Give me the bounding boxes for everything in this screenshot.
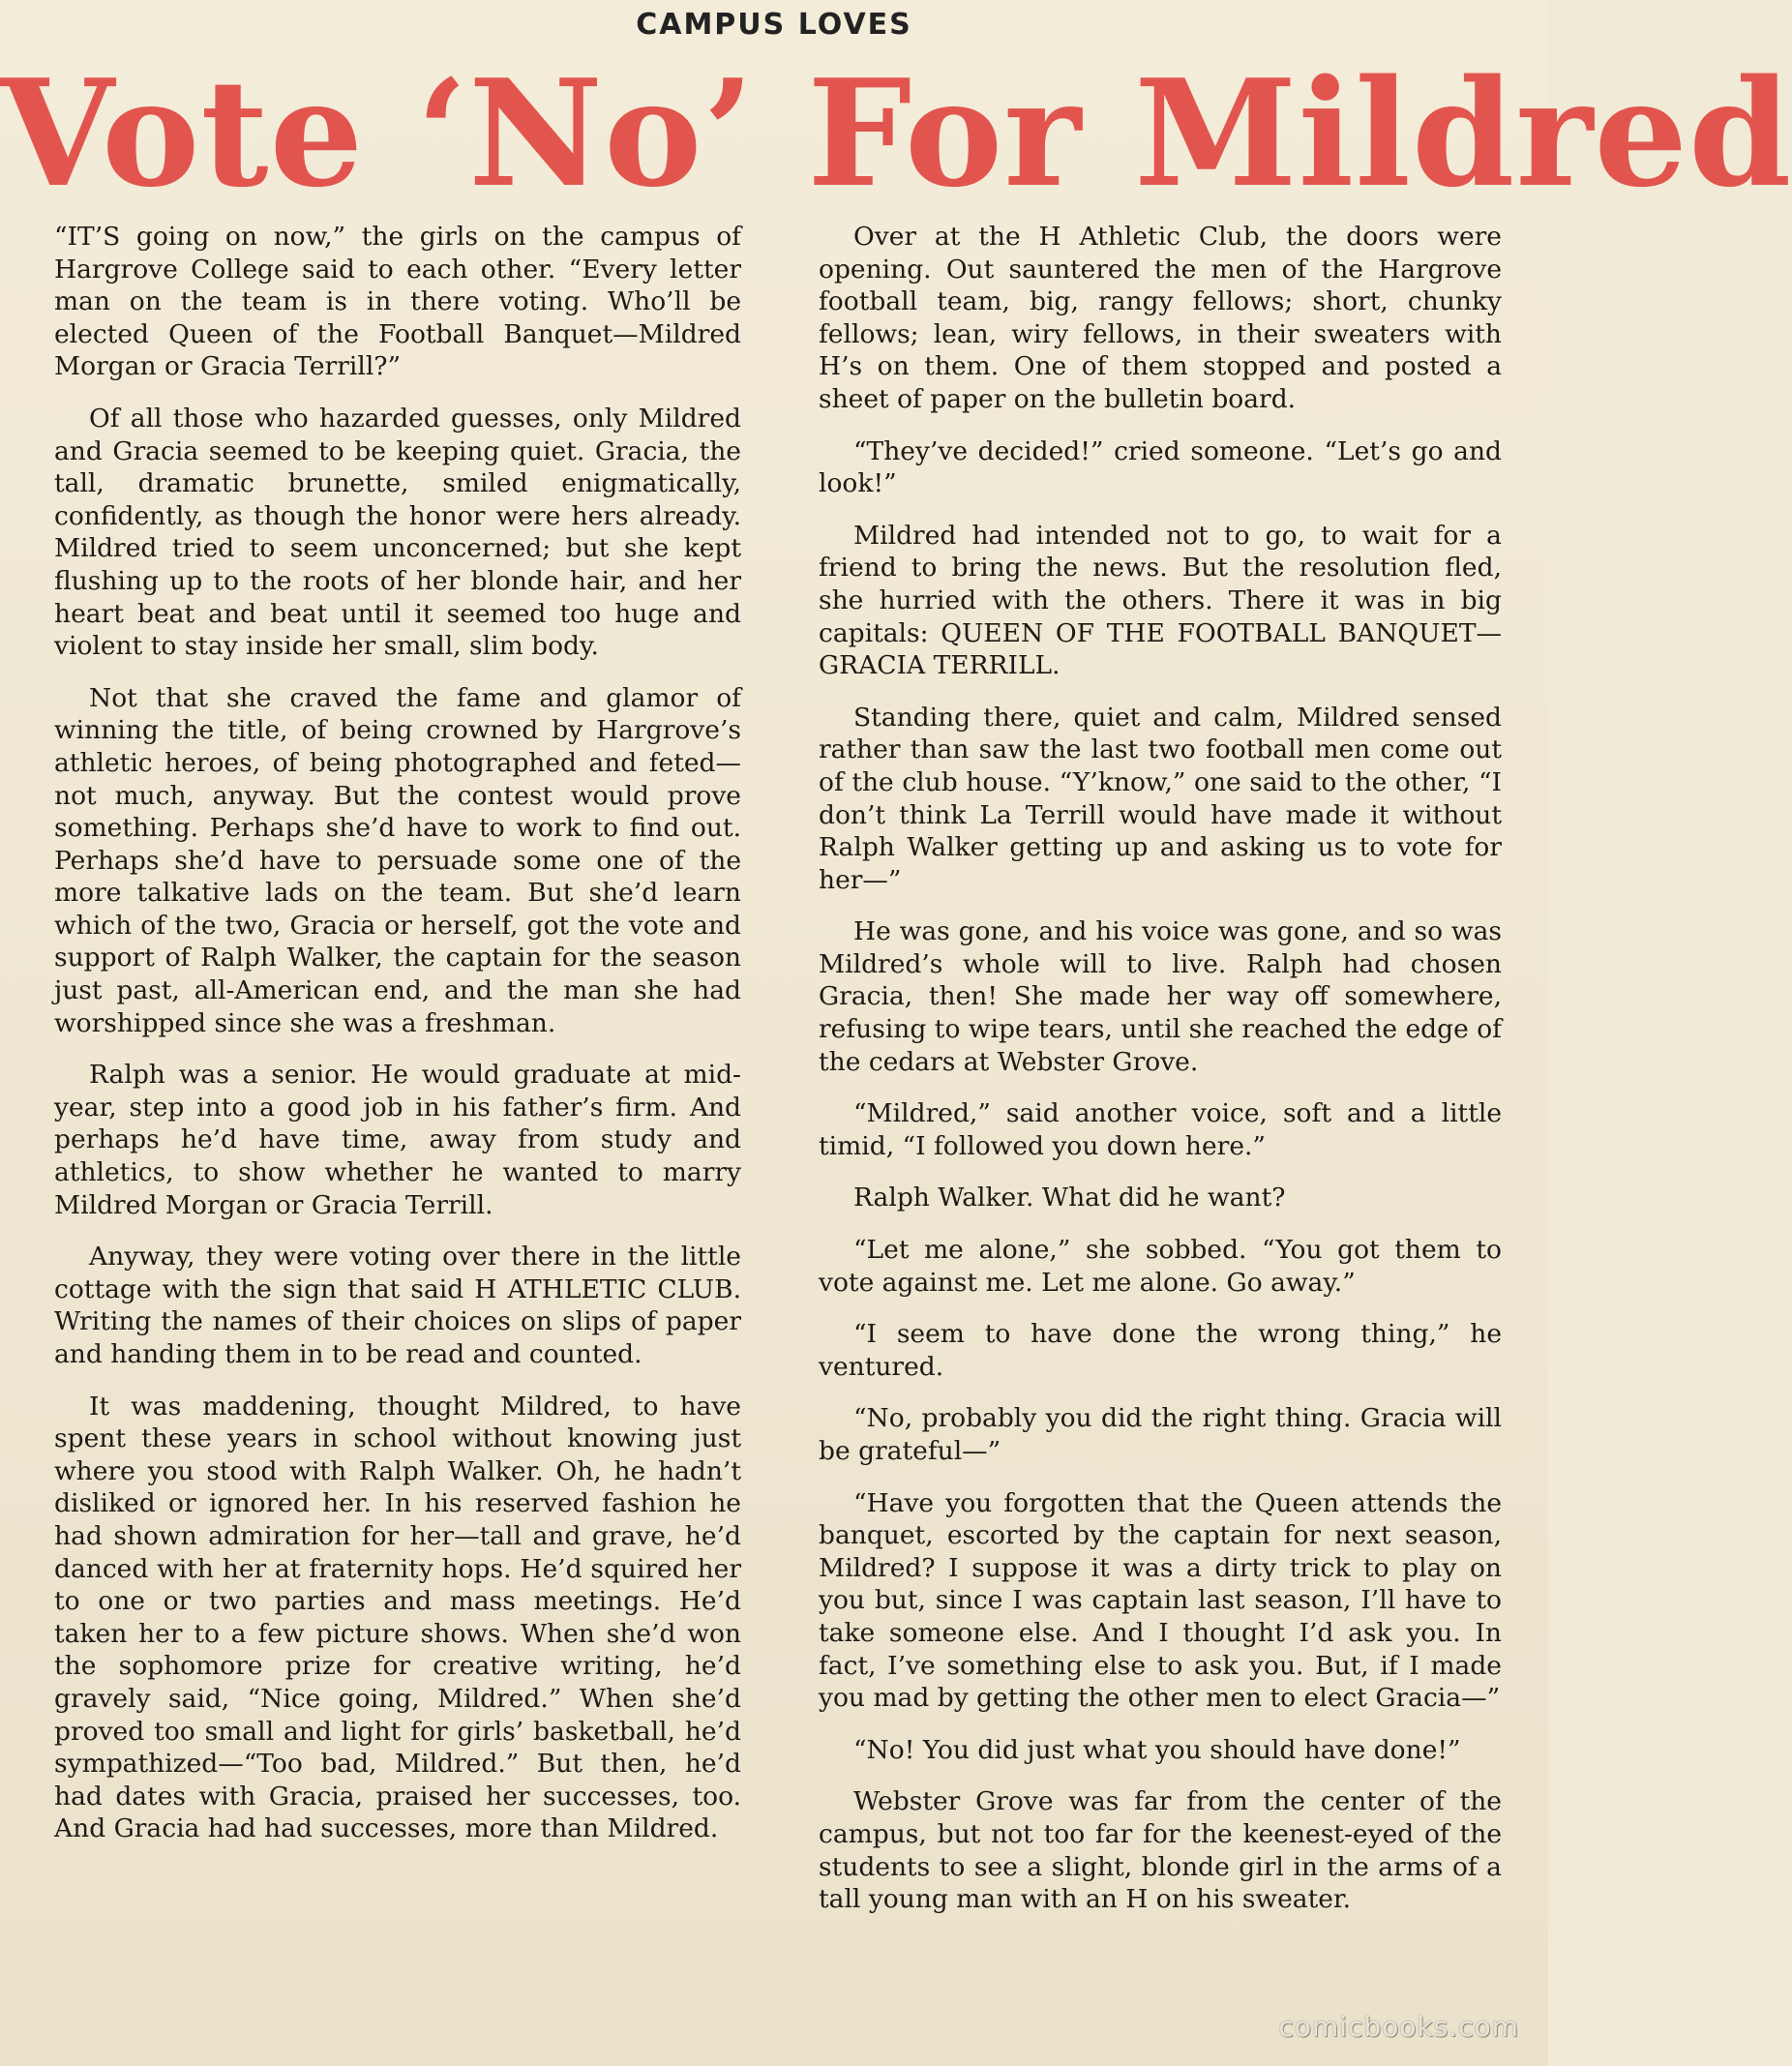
right-column (819, 221, 1502, 1935)
paragraph: “I seem to have done the wrong thing,” he ventured. (819, 1319, 1502, 1382)
paragraph: “IT’S going on now,” the girls on the campus of Hargrove College said to each other. “Every letter man on the team is in there voting. Who’ll be elected Queen of the Football Banquet—Mildred Morgan or Gracia Terrill?” (54, 222, 741, 382)
running-header: CAMPUS LOVES (636, 8, 912, 42)
paragraph: Anyway, they were voting over there in the little cottage with the sign that said H ATHLETIC CLUB. Writing the names of their choices on slips of paper and handing them in to be read and counted. (54, 1242, 741, 1369)
paragraph: “No! You did just what you should have done!” (853, 1734, 1461, 1765)
paragraph: Ralph Walker. What did he want? (853, 1183, 1286, 1213)
paragraph: Of all those who hazarded guesses, only Mildred and Gracia seemed to be keeping quiet. Gracia, the tall, dramatic brunette, smiled enigmatically, confidently, as though the honor were hers already. Mildred tried to seem unconcerned; but she kept flushing up to the roots of her blonde hair, and her heart beat and beat until it seemed too huge and violent to stay inside her small, slim body. (54, 403, 741, 662)
paragraph: Webster Grove was far from the center of the campus, but not too far for the keenest-eyed of the students to see a slight, blonde girl in the arms of a tall young man with an H on his sweater. (819, 1786, 1502, 1915)
story-title: Vote ‘No’ For Mildred (0, 46, 1792, 220)
paragraph: It was maddening, thought Mildred, to have spent these years in school without knowing just where you stood with Ralph Walker. Oh, he hadn’t disliked or ignored her. In his reserved fashion he had shown admiration for her—tall and grave, he’d danced with her at fraternity hops. He’d squired her to one or two parties and mass meetings. He’d taken her to a few picture shows. When she’d won the sophomore prize for creative writing, he’d gravely said, “Nice going, Mildred.” When she’d proved too small and light for girls’ basketball, he’d sympathized—“Too bad, Mildred.” But then, he’d had dates with Gracia, praised her successes, too. And Gracia had had successes, more than Mildred. (54, 1391, 741, 1844)
paragraph: “No, probably you did the right thing. Gracia will be grateful—” (819, 1403, 1502, 1466)
paragraph: “Have you forgotten that the Queen attends the banquet, escorted by the captain for next season, Mildred? I suppose it was a dirty trick to play on you but, since I was captain last season, I’ll have to take someone else. And I thought I’d ask you. In fact, I’ve something else to ask you. But, if I made you mad by getting the other men to elect Gracia—” (819, 1487, 1502, 1714)
site-watermark: comicbooks.com (1278, 2011, 1519, 2043)
paragraph: Over at the H Athletic Club, the doors were opening. Out sauntered the men of the Hargrove football team, big, rangy fellows; short, chunky fellows; lean, wiry fellows, in their sweaters with H’s on them. One of them stopped and posted a sheet of paper on the bulletin board. (819, 222, 1502, 414)
paragraph: “Let me alone,” she sobbed. “You got them to vote against me. Let me alone. Go away.” (819, 1235, 1502, 1298)
paragraph: “Mildred,” said another voice, soft and a little timid, “I followed you down here.” (819, 1098, 1502, 1161)
paragraph: Mildred had intended not to go, to wait for a friend to bring the news. But the resolution fled, she hurried with the others. There it was in big capitals: QUEEN OF THE FOOTBALL BANQUET—GRACIA TERRILL. (819, 520, 1502, 681)
paragraph: Not that she craved the fame and glamor of winning the title, of being crowned by Hargrove’s athletic heroes, of being photographed and feted—not much, anyway. But the contest would prove something. Perhaps she’d have to work to find out. Perhaps she’d have to persuade some one of the more talkative lads on the team. But she’d learn which of the two, Gracia or herself, got the vote and support of Ralph Walker, the captain for the season just past, all-American end, and the man she had worshipped since she was a freshman. (54, 682, 741, 1038)
left-column (54, 221, 741, 1865)
paragraph: Ralph was a senior. He would graduate at mid-year, step into a good job in his father’s firm. And perhaps he’d have time, away from study and athletics, to show whether he wanted to marry Mildred Morgan or Gracia Terrill. (54, 1060, 741, 1220)
paragraph: Standing there, quiet and calm, Mildred sensed rather than saw the last two football men come out of the club house. “Y’know,” one said to the other, “I don’t think La Terrill would have made it without Ralph Walker getting up and asking us to vote for her—” (819, 702, 1502, 895)
paragraph: He was gone, and his voice was gone, and so was Mildred’s whole will to live. Ralph had chosen Gracia, then! She made her way off somewhere, refusing to wipe tears, until she reached the edge of the cedars at Webster Grove. (819, 916, 1502, 1077)
paragraph: “They’ve decided!” cried someone. “Let’s go and look!” (819, 435, 1502, 499)
